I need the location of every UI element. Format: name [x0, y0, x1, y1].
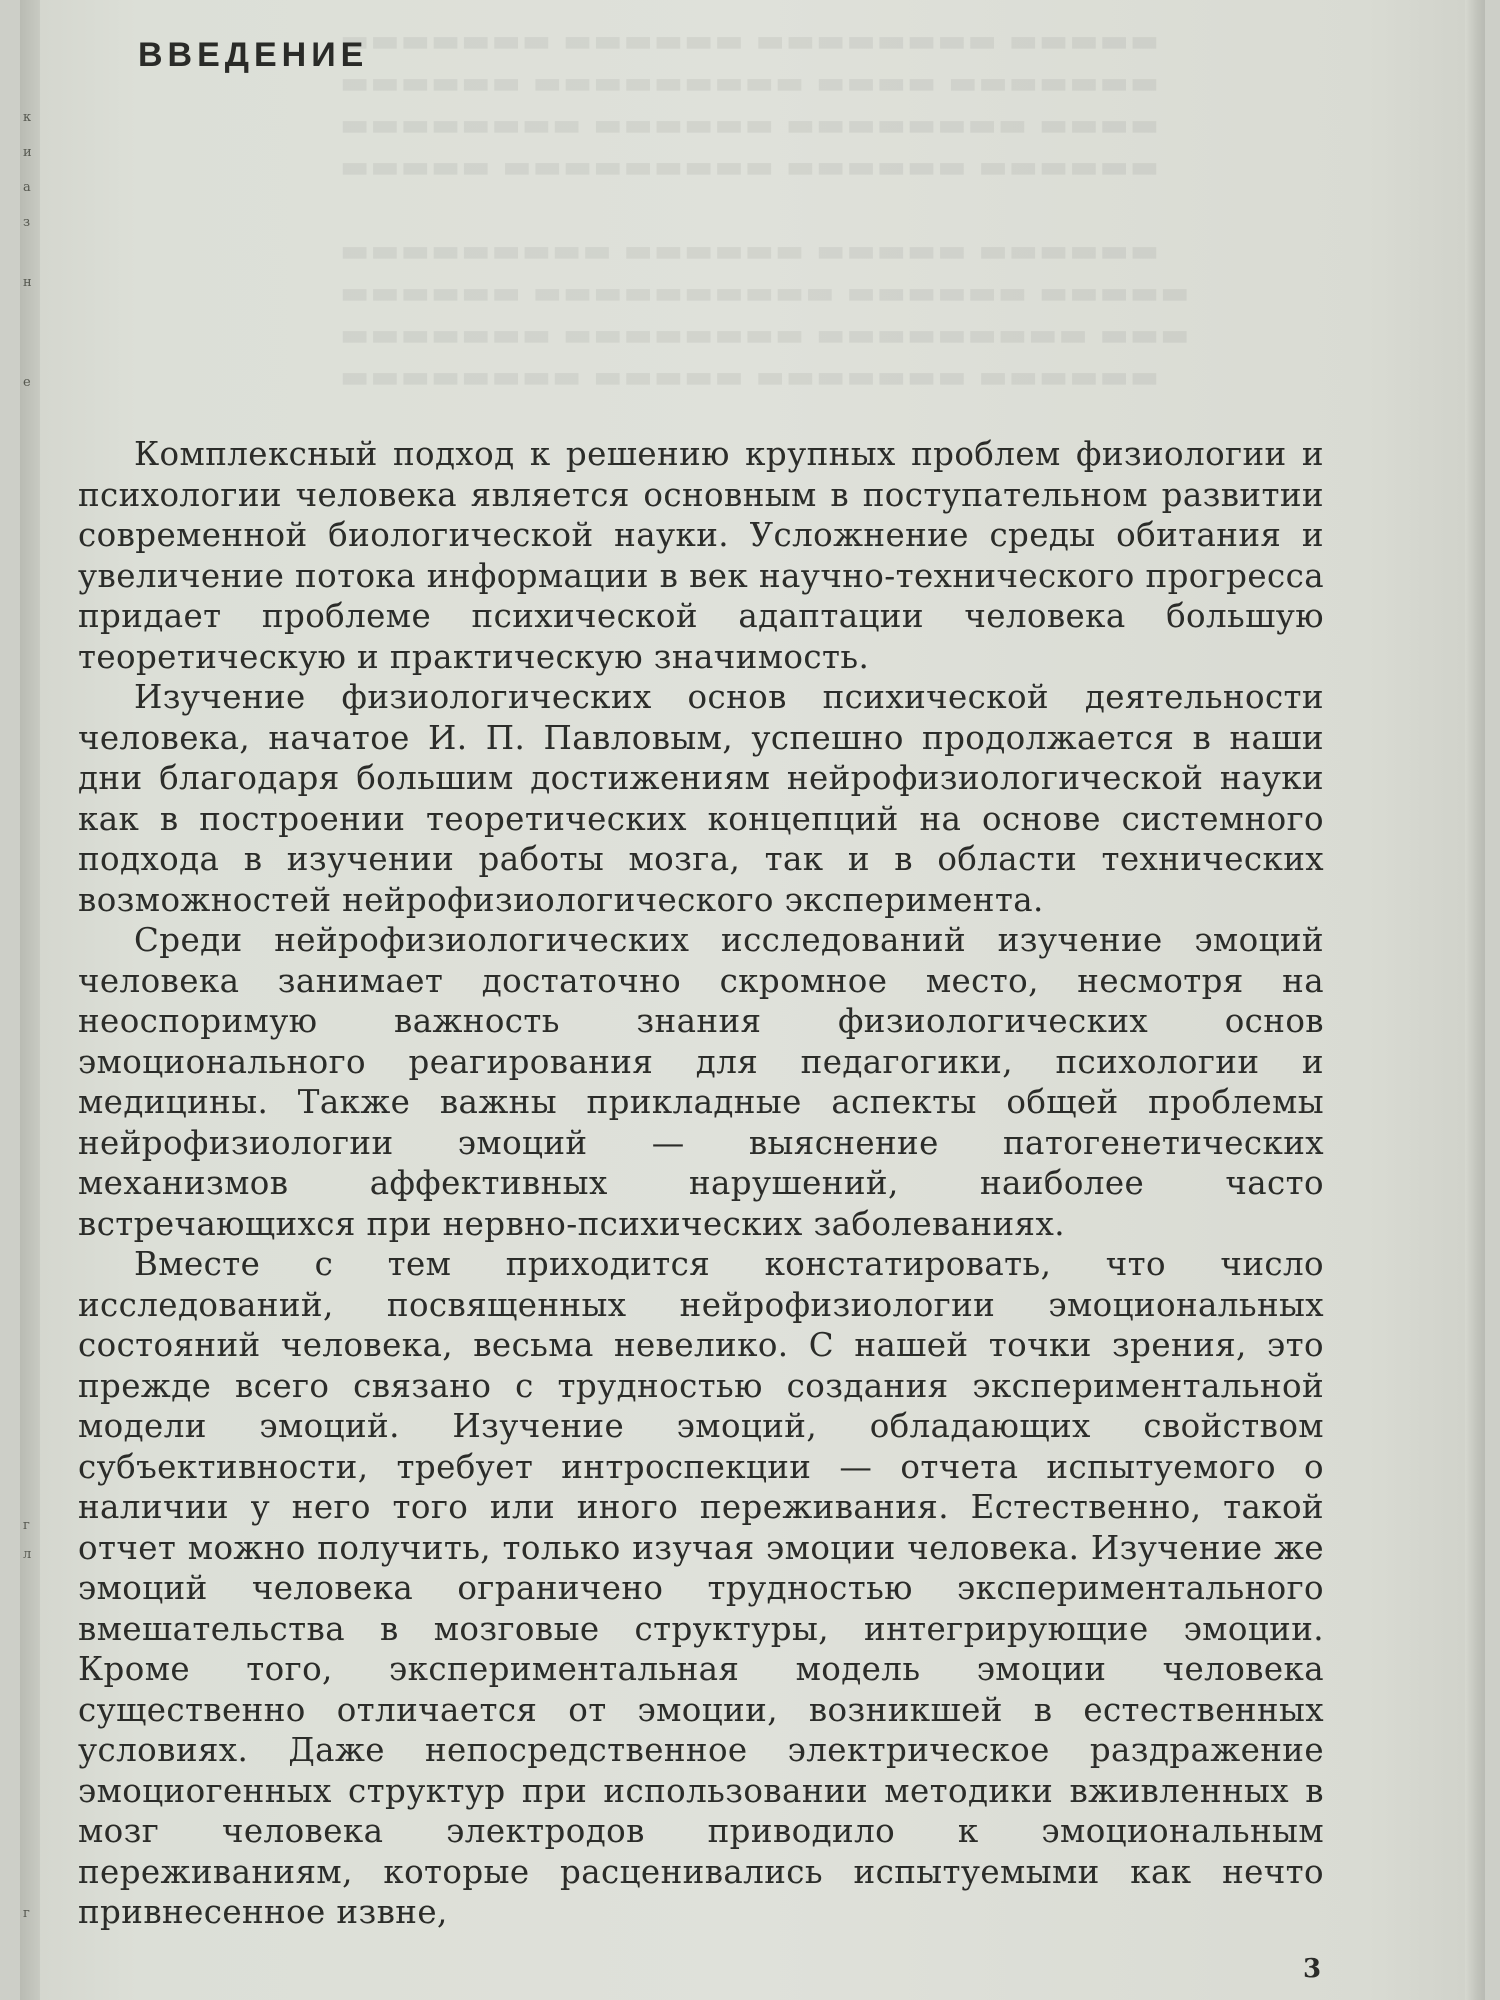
- paragraph: Комплексный подход к решению крупных проблем физиологии и психологии человека является основным в поступательном развитии современной биологической науки. Усложнение среды обитания и увеличение потока информации в век научно-технического прогресса придает проблеме психической адаптации человека большую теоретическую и практическую значимость.: [78, 435, 1324, 676]
- paragraph: Вместе с тем приходится констатировать, что число исследований, посвященных нейрофизиологии эмоциональных состояний человека, весьма невелико. С нашей точки зрения, это прежде всего связано с трудностью создания экспериментальной модели эмоций. Изучение эмоций, обладающих свойством субъективности, требует интроспекции — отчета испытуемого о наличии у него того или иного переживания. Естественно, такой отчет можно получить, только изучая эмоции человека. Изучение же эмоций человека ограничено трудностью экспериментального вмешательства в мозговые структуры, интегрирующие эмоции. Кроме того, экспериментальная модель эмоции человека существенно отличается от эмоции, возникшей в естественных условиях. Даже непосредственное электрическое раздражение эмоциогенных структур при использовании методики вживленных в мозг человека электродов приводило к эмоциональным переживаниям, которые расценивались испытуемыми как нечто привнесенное извне,: [78, 1245, 1324, 1931]
- page-edge: [1465, 0, 1485, 2000]
- body-text: [78, 434, 1324, 1933]
- book-page: [20, 0, 1485, 2000]
- paragraph: Изучение физиологических основ психической деятельности человека, начатое И. П. Павловым, успешно продолжается в наши дни благодаря большим достижениям нейрофизиологической науки как в построении теоретических концепций на основе системного подхода в изучении работы мозга, так и в области технических возможностей нейрофизиологического эксперимента.: [78, 678, 1324, 919]
- show-through-text: ▬▬▬▬▬▬▬ ▬▬▬▬▬▬ ▬▬▬▬▬▬▬▬ ▬▬▬▬▬ ▬▬▬▬▬▬ ▬▬▬▬▬▬▬▬▬ ▬▬▬▬ ▬▬▬▬▬▬▬ ▬▬▬▬▬▬▬▬ ▬▬▬▬▬▬ ▬▬▬▬▬▬▬▬ ▬▬▬▬ ▬▬▬▬▬ ▬▬▬▬▬▬▬▬▬ ▬▬▬▬▬▬ ▬▬▬▬▬▬ ▬▬▬▬▬▬▬▬▬ ▬▬▬▬▬▬ ▬▬▬▬▬ ▬▬▬▬▬▬ ▬▬▬▬▬▬ ▬▬▬▬▬▬▬▬▬▬ ▬▬▬▬▬▬ ▬▬▬▬▬ ▬▬▬▬▬▬▬ ▬▬▬▬▬▬▬▬ ▬▬▬▬▬▬▬▬▬ ▬▬▬ ▬▬▬▬▬▬▬▬ ▬▬▬▬▬ ▬▬▬▬▬▬▬ ▬▬▬▬▬▬: [340, 23, 1191, 395]
- chapter-heading: ВВЕДЕНИЕ: [138, 36, 369, 74]
- margin-bleed-marks: к и а з н е г л г: [23, 110, 32, 1921]
- paragraph: Среди нейрофизиологических исследований изучение эмоций человека занимает достаточно скромное место, несмотря на неоспоримую важность знания физиологических основ эмоционального реагирования для педагогики, психологии и медицины. Также важны прикладные аспекты общей проблемы нейрофизиологии эмоций — выяснение патогенетических механизмов аффективных нарушений, наиболее часто встречающихся при нервно-психических заболеваниях.: [78, 921, 1324, 1243]
- page-number: 3: [1303, 1954, 1322, 1984]
